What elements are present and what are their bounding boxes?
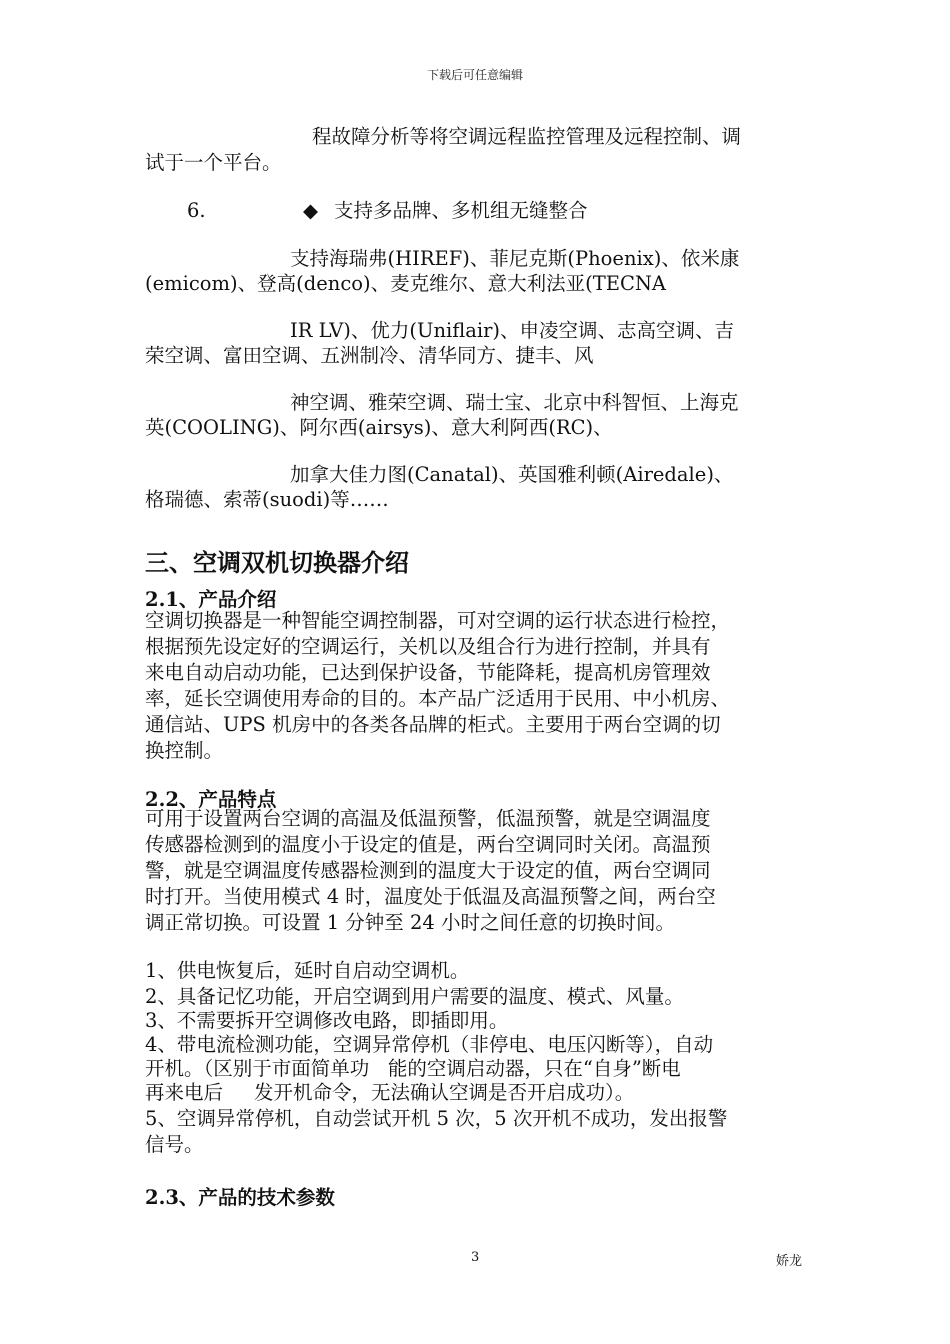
text-line: 格瑞德、索蒂(suodi)等…… <box>145 488 389 511</box>
list-item: 再来电后 发开机命令，无法确认空调是否开启成功）。 <box>145 1081 635 1104</box>
paragraph-line: 可用于设置两台空调的高温及低温预警，低温预警，就是空调温度 <box>145 807 711 830</box>
paragraph-line: 空调切换器是一种智能空调控制器，可对空调的运行状态进行检控， <box>145 609 731 632</box>
subsection-title: 2.1、产品介绍 <box>145 588 277 611</box>
subsection-title: 2.3、产品的技术参数 <box>145 1186 335 1209</box>
list-item: 4、带电流检测功能，空调异常停机（非停电、电压闪断等），自动 <box>145 1033 714 1056</box>
list-item-text: 支持多品牌、多机组无缝整合 <box>334 199 588 222</box>
page-number: 3 <box>471 1250 480 1265</box>
subsection-title: 2.2、产品特点 <box>145 788 277 811</box>
text-line: 试于一个平台。 <box>145 151 282 174</box>
paragraph-line: 根据预先设定好的空调运行，关机以及组合行为进行控制，并具有 <box>145 635 711 658</box>
text-line: (emicom)、登高(denco)、麦克维尔、意大利法亚(TECNA <box>145 272 667 295</box>
list-number: 6. <box>187 199 206 222</box>
paragraph-line: 来电自动启动功能，已达到保护设备，节能降耗，提高机房管理效 <box>145 661 711 684</box>
list-item: 5、空调异常停机，自动尝试开机 5 次，5 次开机不成功，发出报警 <box>145 1107 728 1130</box>
text-line: 程故障分析等将空调远程监控管理及远程控制、调 <box>312 125 742 148</box>
paragraph-line: 传感器检测到的温度小于设定的值是，两台空调同时关闭。高温预 <box>145 833 711 856</box>
text-line: IR LV)、优力(Uniflair)、申凌空调、志高空调、吉 <box>290 319 735 342</box>
paragraph-line: 率，延长空调使用寿命的目的。本产品广泛适用于民用、中小机房、 <box>145 687 731 710</box>
list-item: 开机。（区别于市面简单功 能的空调启动器，只在“自身”断电 <box>145 1057 681 1080</box>
text-line: 英(COOLING)、阿尔西(airsys)、意大利阿西(RC)、 <box>145 416 613 439</box>
list-item: 3、不需要拆开空调修改电路，即插即用。 <box>145 1009 509 1032</box>
footer-author: 娇龙 <box>776 1254 803 1269</box>
list-item: 信号。 <box>145 1133 204 1156</box>
text-line: 荣空调、富田空调、五洲制冷、清华同方、捷丰、风 <box>145 344 594 367</box>
paragraph-line: 调正常切换。可设置 1 分钟至 24 小时之间任意的切换时间。 <box>145 911 676 934</box>
paragraph-line: 警，就是空调温度传感器检测到的温度大于设定的值，两台空调同 <box>145 859 711 882</box>
list-item: 2、具备记忆功能，开启空调到用户需要的温度、模式、风量。 <box>145 985 684 1008</box>
section-title: 三、空调双机切换器介绍 <box>145 548 409 577</box>
list-item: 1、供电恢复后，延时自启动空调机。 <box>145 959 470 982</box>
text-line: 神空调、雅荣空调、瑞士宝、北京中科智恒、上海克 <box>290 391 739 414</box>
paragraph-line: 通信站、UPS 机房中的各类各品牌的柜式。主要用于两台空调的切 <box>145 713 721 736</box>
text-line: 支持海瑞弗(HIREF)、菲尼克斯(Phoenix)、依米康 <box>290 247 740 270</box>
diamond-bullet-icon: ◆ <box>303 199 318 222</box>
text-line: 加拿大佳力图(Canatal)、英国雅利顿(Airedale)、 <box>290 463 734 486</box>
paragraph-line: 时打开。当使用模式 4 时，温度处于低温及高温预警之间，两台空 <box>145 885 716 908</box>
paragraph-line: 换控制。 <box>145 739 224 762</box>
page-header: 下载后可任意编辑 <box>426 68 523 82</box>
